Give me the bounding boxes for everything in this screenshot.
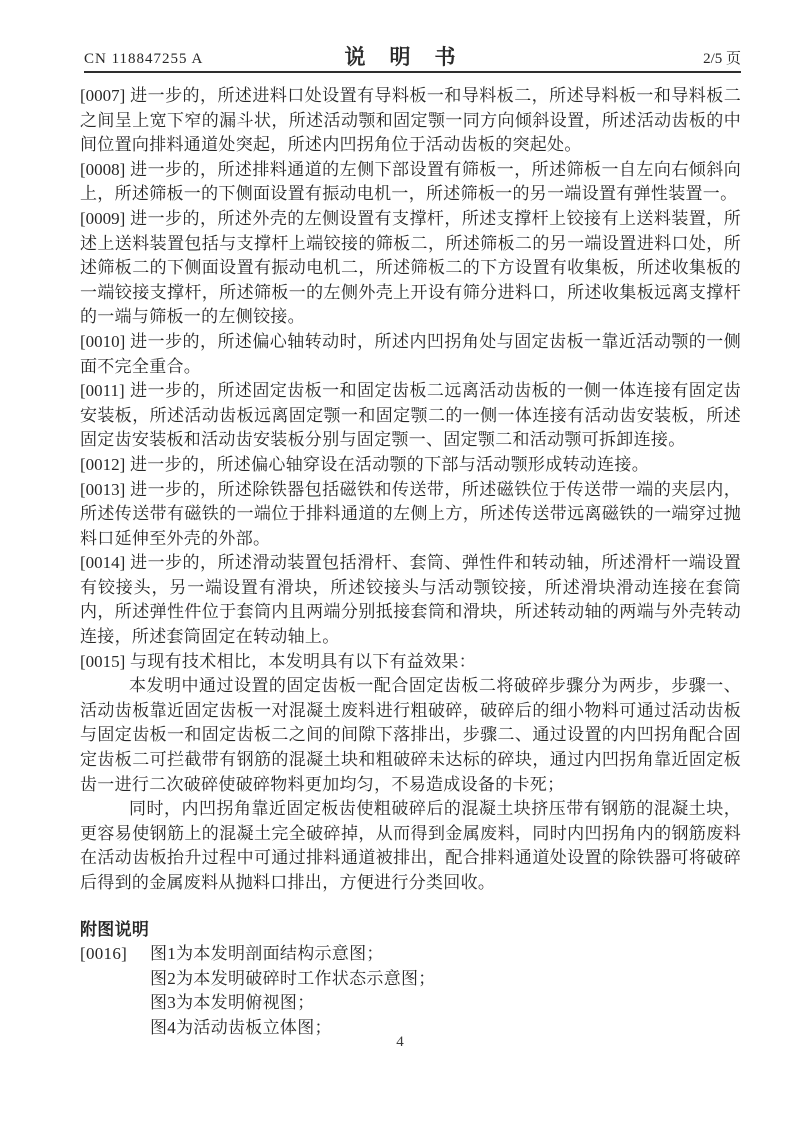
paragraph-number: [0011] [80,381,125,401]
paragraph-0007 [80,84,741,158]
paragraph-number: [0009] [80,208,126,228]
paragraph-0009 [80,207,741,330]
paragraph-number: [0013] [80,479,126,499]
paragraph-text: 进一步的，所述偏心轴穿设在活动颚的下部与活动颚形成转动连接。 [130,454,649,474]
paragraph-number: [0014] [80,553,126,573]
beneficial-effect-paragraph-1: 本发明中通过设置的固定齿板一配合固定齿板二将破碎步骤分为两步，步骤一、活动齿板靠近固定齿板一对混凝土废料进行粗破碎，破碎后的细小物料可通过活动齿板与固定齿板一和固定齿板二之间的间隙下落排出，步骤二、通过设置的内凹拐角配合固定齿板二可拦截带有钢筋的混凝土块和粗破碎未达标的碎块，通过内凹拐角靠近固定板齿一进行二次破碎使破碎物料更加均匀，不易造成设备的卡死； [80,676,741,794]
page-footer [0,1034,800,1051]
paragraph-text: 进一步的，所述进料口处设置有导料板一和导料板二，所述导料板一和导料板二之间呈上宽下窄的漏斗状，所述活动颚和固定颚一同方向倾斜设置，所述活动齿板的中间位置向排料通道处突起，所述内凹拐角位于活动齿板的突起处。 [80,86,741,155]
paragraph-text: 进一步的，所述固定齿板一和固定齿板二远离活动齿板的一侧一体连接有固定齿安装板，所述活动齿板远离固定颚一和固定颚二的一侧一体连接有活动齿安装板，所述固定齿安装板和活动齿安装板分别与固定颚一、固定颚二和活动颚可拆卸连接。 [80,381,741,450]
paragraph-number: [0008] [80,159,126,179]
paragraph-number: [0007] [80,86,126,105]
patent-publication-number: CN 118847255 A [84,51,204,67]
figure-caption-3: 图3为本发明俯视图； [150,993,315,1013]
paragraph-0015 [80,650,741,675]
specification-body [80,84,741,1041]
paragraph-text: 进一步的，所述偏心轴转动时，所述内凹拐角处与固定齿板一靠近活动颚的一侧面不完全重合。 [80,331,741,376]
figure-caption-1: 图1为本发明剖面结构示意图； [150,944,384,964]
paragraph-text: 进一步的，所述除铁器包括磁铁和传送带，所述磁铁位于传送带一端的夹层内，所述传送带有磁铁的一端位于排料通道的左侧上方，所述传送带远离磁铁的一端穿过抛料口延伸至外壳的外部。 [80,479,741,548]
paragraph-0016 [80,942,741,1040]
paragraph-number: [0012] [80,454,126,474]
paragraph-text: 进一步的，所述排料通道的左侧下部设置有筛板一，所述筛板一自左向右倾斜向上，所述筛板一的下侧面设置有振动电机一，所述筛板一的另一端设置有弹性装置一。 [80,159,741,204]
header-divider-line [84,71,741,73]
paragraph-0012 [80,453,741,478]
beneficial-effect-paragraph-2: 同时，内凹拐角靠近固定板齿使粗破碎后的混凝土块挤压带有钢筋的混凝土块，更容易使钢筋上的混凝土完全破碎掉，从而得到金属废料，同时内凹拐角内的钢筋废料在活动齿板抬升过程中可通过排料通道被排出，配合排料通道处设置的除铁器可将破碎后得到的金属废料从抛料口排出，方便进行分类回收。 [80,799,741,892]
paragraph-text: 进一步的，所述外壳的左侧设置有支撑杆，所述支撑杆上铰接有上送料装置，所述上送料装置包括与支撑杆上端铰接的筛板二，所述筛板二的另一端设置进料口处，所述筛板二的下侧面设置有振动电机二，所述筛板二的下方设置有收集板，所述收集板的一端铰接支撑杆，所述筛板一的左侧外壳上开设有筛分进料口，所述收集板远离支撑杆的一端与筛板一的左侧铰接。 [80,208,741,327]
paragraph-number: [0010] [80,331,126,351]
paragraph-0011 [80,379,741,453]
figures-section-heading: 附图说明 [80,919,150,939]
document-title: 说明书 [344,45,480,69]
paragraph-text: 进一步的，所述滑动装置包括滑杆、套筒、弹性件和转动轴，所述滑杆一端设置有铰接头，另一端设置有滑块，所述铰接头与活动颚铰接，所述滑块滑动连接在套筒内，所述弹性件位于套筒内且两端分别抵接套筒和滑块，所述转动轴的两端与外壳转动连接，所述套筒固定在转动轴上。 [80,553,741,647]
figure-caption-2: 图2为本发明破碎时工作状态示意图； [150,968,436,988]
paragraph-number: [0016] [80,944,128,964]
figure-caption-4: 图4为活动齿板立体图； [150,1017,332,1037]
paragraph-0008 [80,158,741,207]
paragraph-number: [0015] [80,651,126,671]
paragraph-0014 [80,551,741,649]
page-header [84,47,741,68]
figure-list [150,942,741,1040]
paragraph-0013 [80,478,741,552]
page-indicator: 2/5 页 [703,51,741,67]
paragraph-text: 与现有技术相比，本发明具有以下有益效果： [130,651,476,671]
paragraph-0010 [80,330,741,379]
footer-page-number: 4 [396,1034,404,1050]
